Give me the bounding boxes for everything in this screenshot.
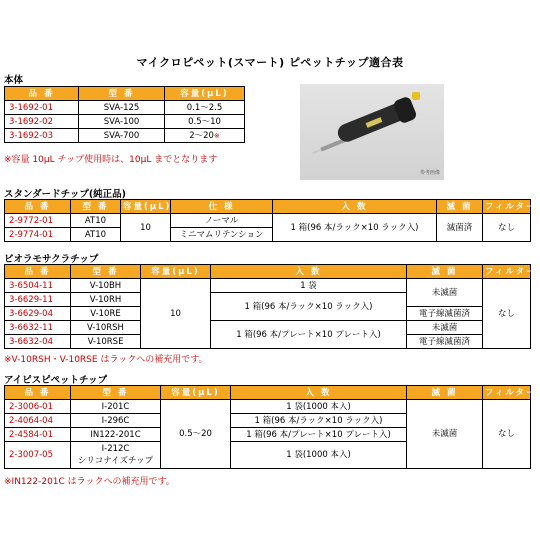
model-cell: SVA-125 [79,101,165,115]
col-code: 品 番 [5,386,71,400]
model-cell: V-10RSH [71,321,141,335]
col-sterile: 滅 菌 [437,200,483,214]
code-cell: 3-1692-01 [5,101,79,115]
model-cell: V-10RH [71,293,141,307]
col-volume: 容量(μL) [161,386,231,400]
model-cell: AT10 [71,214,121,228]
sterile-cell: 電子線滅菌済 [407,335,483,349]
filter-cell: なし [483,214,531,242]
sterile-cell: 未滅菌 [407,279,483,307]
model-cell: SVA-100 [79,115,165,129]
col-sterile: 滅 菌 [407,265,483,279]
qty-cell: 1 袋(1000 本入) [231,442,407,469]
col-volume: 容量(μL) [141,265,211,279]
bio-note: ※V-10RSH・V-10RSE はラックへの補充用です。 [4,355,208,365]
qty-cell: 1 箱(96 本/プレート×10 プレート入) [211,321,407,349]
section-heading-body: 本体 [4,75,24,86]
col-qty: 入 数 [231,386,407,400]
model-cell: V-10BH [71,279,141,293]
volume-cell [165,129,245,143]
volume-cell: 10 [121,214,171,242]
col-spec: 仕 様 [171,200,273,214]
volume-cell: 10 [141,279,211,349]
col-model: 型 番 [71,265,141,279]
model-cell: AT10 [71,228,121,242]
table-row [5,214,531,228]
col-model: 型 番 [71,200,121,214]
code-cell: 3-6504-11 [5,279,71,293]
code-cell: 3-1692-03 [5,129,79,143]
filter-cell: なし [483,279,531,349]
table-row [5,400,531,414]
code-cell: 2-3006-01 [5,400,71,414]
body-table [4,86,245,143]
section-heading-standard: スタンダードチップ(純正品) [4,189,127,200]
model-subname: シリコナイズチップ [77,456,154,466]
sterile-cell: 滅菌済 [437,214,483,242]
model-cell [71,442,161,469]
section-heading-bio: ビオラモサクラチップ [4,254,99,265]
col-code: 品 番 [5,200,71,214]
code-cell: 3-6632-11 [5,321,71,335]
model-cell: I-201C [71,400,161,414]
code-cell: 2-4584-01 [5,428,71,442]
qty-cell: 1 箱(96 本/ラック×10 ラック入) [273,214,437,242]
col-filter: フィルター [483,386,531,400]
qty-cell: 1 袋(1000 本入) [231,400,407,414]
code-cell: 2-3007-05 [5,442,71,469]
model-cell: V-10RSE [71,335,141,349]
col-volume: 容量(μL) [165,87,245,101]
spec-cell: ノーマル [171,214,273,228]
qty-cell: 1 箱(96 本/ラック×10 ラック入) [231,414,407,428]
model-cell: IN122-201C [71,428,161,442]
model-name: I-212C [101,444,130,454]
bio-table [4,264,537,349]
col-volume: 容量(μL) [121,200,171,214]
table-row [5,101,245,115]
pipette-button-shape [412,92,420,100]
standard-table [4,199,537,242]
sterile-cell: 未滅菌 [407,321,483,335]
model-cell: V-10RE [71,307,141,321]
code-cell: 3-6629-11 [5,293,71,307]
table-row [5,129,245,143]
note-mark: ※ [213,131,220,140]
body-note: ※容量 10μL チップ使用時は、10μL までとなります [4,155,218,165]
qty-cell: 1 箱(96 本/プレート×10 プレート入) [231,428,407,442]
col-model: 型 番 [71,386,161,400]
col-qty: 入 数 [273,200,437,214]
qty-cell: 1 袋 [211,279,407,293]
page-title: マイクロピペット(スマート) ピペットチップ適合表 [136,56,404,69]
col-filter: フィルター [483,200,531,214]
code-cell: 2-9774-01 [5,228,71,242]
filter-cell: なし [483,400,531,469]
volume-cell: 0.5～10 [165,115,245,129]
col-model: 型 番 [79,87,165,101]
sterile-cell: 未滅菌 [407,400,483,469]
ipsi-note: ※IN122-201C はラックへの補充用です。 [4,477,175,487]
table-row [5,279,531,293]
code-cell: 2-4064-04 [5,414,71,428]
col-sterile: 滅 菌 [407,386,483,400]
col-filter: フィルター [483,265,531,279]
model-cell: I-296C [71,414,161,428]
volume-cell: 0.1～2.5 [165,101,245,115]
photo-caption: 参考画像 [419,170,440,176]
code-cell: 2-9772-01 [5,214,71,228]
section-heading-ipsi: アイピスピペットチップ [4,375,108,386]
col-code: 品 番 [5,265,71,279]
ipsi-table [4,385,537,469]
qty-cell: 1 箱(96 本/ラック×10 ラック入) [211,293,407,321]
pipette-photo [300,84,444,180]
sterile-cell: 電子線滅菌済 [407,307,483,321]
code-cell: 3-1692-02 [5,115,79,129]
col-qty: 入 数 [211,265,407,279]
code-cell: 3-6632-04 [5,335,71,349]
table-row [5,321,531,335]
model-cell: SVA-700 [79,129,165,143]
col-code: 品 番 [5,87,79,101]
code-cell: 3-6629-04 [5,307,71,321]
spec-cell: ミニマムリテンション [171,228,273,242]
volume-cell: 0.5～20 [161,400,231,469]
volume-value: 2～20 [189,130,214,141]
table-row [5,115,245,129]
